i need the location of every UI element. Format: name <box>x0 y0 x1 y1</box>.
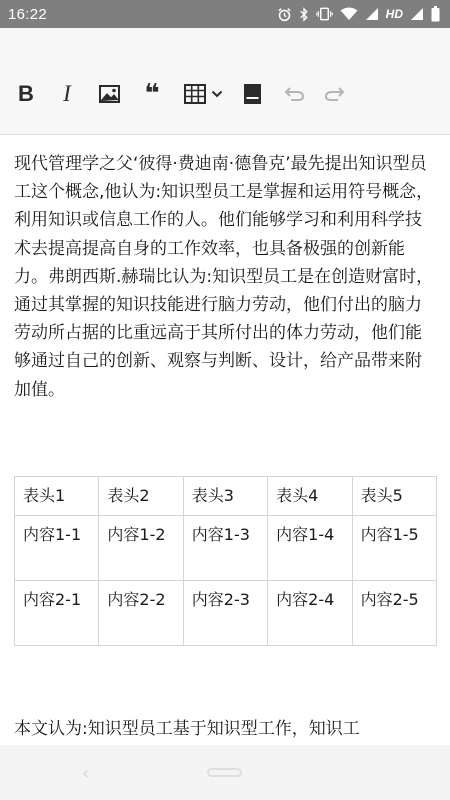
table-header-cell[interactable]: 表头4 <box>268 477 352 516</box>
status-icons <box>277 6 440 22</box>
table-cell[interactable]: 内容1-4 <box>268 516 352 581</box>
table-header-cell[interactable]: 表头5 <box>352 477 436 516</box>
redo-icon <box>324 87 346 101</box>
italic-icon: I <box>63 81 71 106</box>
undo-button[interactable] <box>283 79 305 109</box>
network-type-label: HD <box>385 7 403 21</box>
table-cell[interactable]: 内容2-5 <box>352 581 436 646</box>
signal-icon <box>365 7 379 21</box>
content-table[interactable] <box>14 476 437 646</box>
table-cell[interactable]: 内容1-5 <box>352 516 436 581</box>
status-time: 16:22 <box>8 5 48 23</box>
undo-icon <box>283 87 305 101</box>
chevron-down-icon <box>211 90 223 98</box>
italic-button[interactable] <box>58 79 76 109</box>
table-cell[interactable]: 内容2-4 <box>268 581 352 646</box>
redo-button[interactable] <box>324 79 346 109</box>
table-cell[interactable]: 内容2-1 <box>15 581 99 646</box>
table-cell[interactable]: 内容1-1 <box>15 516 99 581</box>
table-header-cell[interactable]: 表头1 <box>15 477 99 516</box>
bold-button[interactable] <box>16 79 36 109</box>
table-cell[interactable]: 内容2-3 <box>183 581 267 646</box>
table-header-cell[interactable]: 表头2 <box>99 477 183 516</box>
image-icon <box>99 85 120 103</box>
paragraph-2[interactable]: 本文认为:知识型员工基于知识型工作，知识工 <box>14 719 360 739</box>
table-cell[interactable]: 内容1-3 <box>183 516 267 581</box>
battery-icon <box>431 6 440 22</box>
status-bar <box>0 0 450 28</box>
vibrate-icon <box>316 7 333 21</box>
table-row <box>15 516 437 581</box>
table-header-row <box>15 477 437 516</box>
quote-button[interactable] <box>141 79 163 109</box>
bold-icon: B <box>18 81 34 106</box>
signal-icon-2 <box>410 7 424 21</box>
block-button[interactable] <box>243 79 261 109</box>
quote-icon: ❝ <box>144 79 160 109</box>
wifi-icon <box>340 7 358 21</box>
editor-content[interactable] <box>0 135 450 775</box>
table-header-cell[interactable]: 表头3 <box>183 477 267 516</box>
table-cell[interactable]: 内容1-2 <box>99 516 183 581</box>
insert-image-button[interactable] <box>98 79 120 109</box>
table-row <box>15 581 437 646</box>
navigation-bar <box>0 745 450 800</box>
table-button[interactable] <box>182 79 224 109</box>
bluetooth-icon <box>299 7 309 22</box>
alarm-icon <box>277 7 292 22</box>
table-icon <box>184 84 206 104</box>
editor-toolbar <box>0 28 450 135</box>
back-icon[interactable]: ‹ <box>82 763 90 784</box>
table-cell[interactable]: 内容2-2 <box>99 581 183 646</box>
block-icon <box>244 84 261 104</box>
paragraph-1[interactable]: 现代管理学之父‘彼得·费迪南·德鲁克’最先提出知识型员工这个概念,他认为:知识型员工是掌握和运用符号概念，利用知识或信息工作的人。他们能够学习和利用科学技术去提高提高自身的工作效率，也具备极强的创新能力。弗朗西斯.赫瑞比认为:知识型员工是在创造财富时，通过其掌握的知识技能进行脑力劳动，他们付出的脑力劳动所占据的比重远高于其所付出的体力劳动，他们能够通过自己的创新、观察与判断、设计，给产品带来附加值。 <box>14 154 434 400</box>
home-pill-icon[interactable] <box>207 768 242 777</box>
